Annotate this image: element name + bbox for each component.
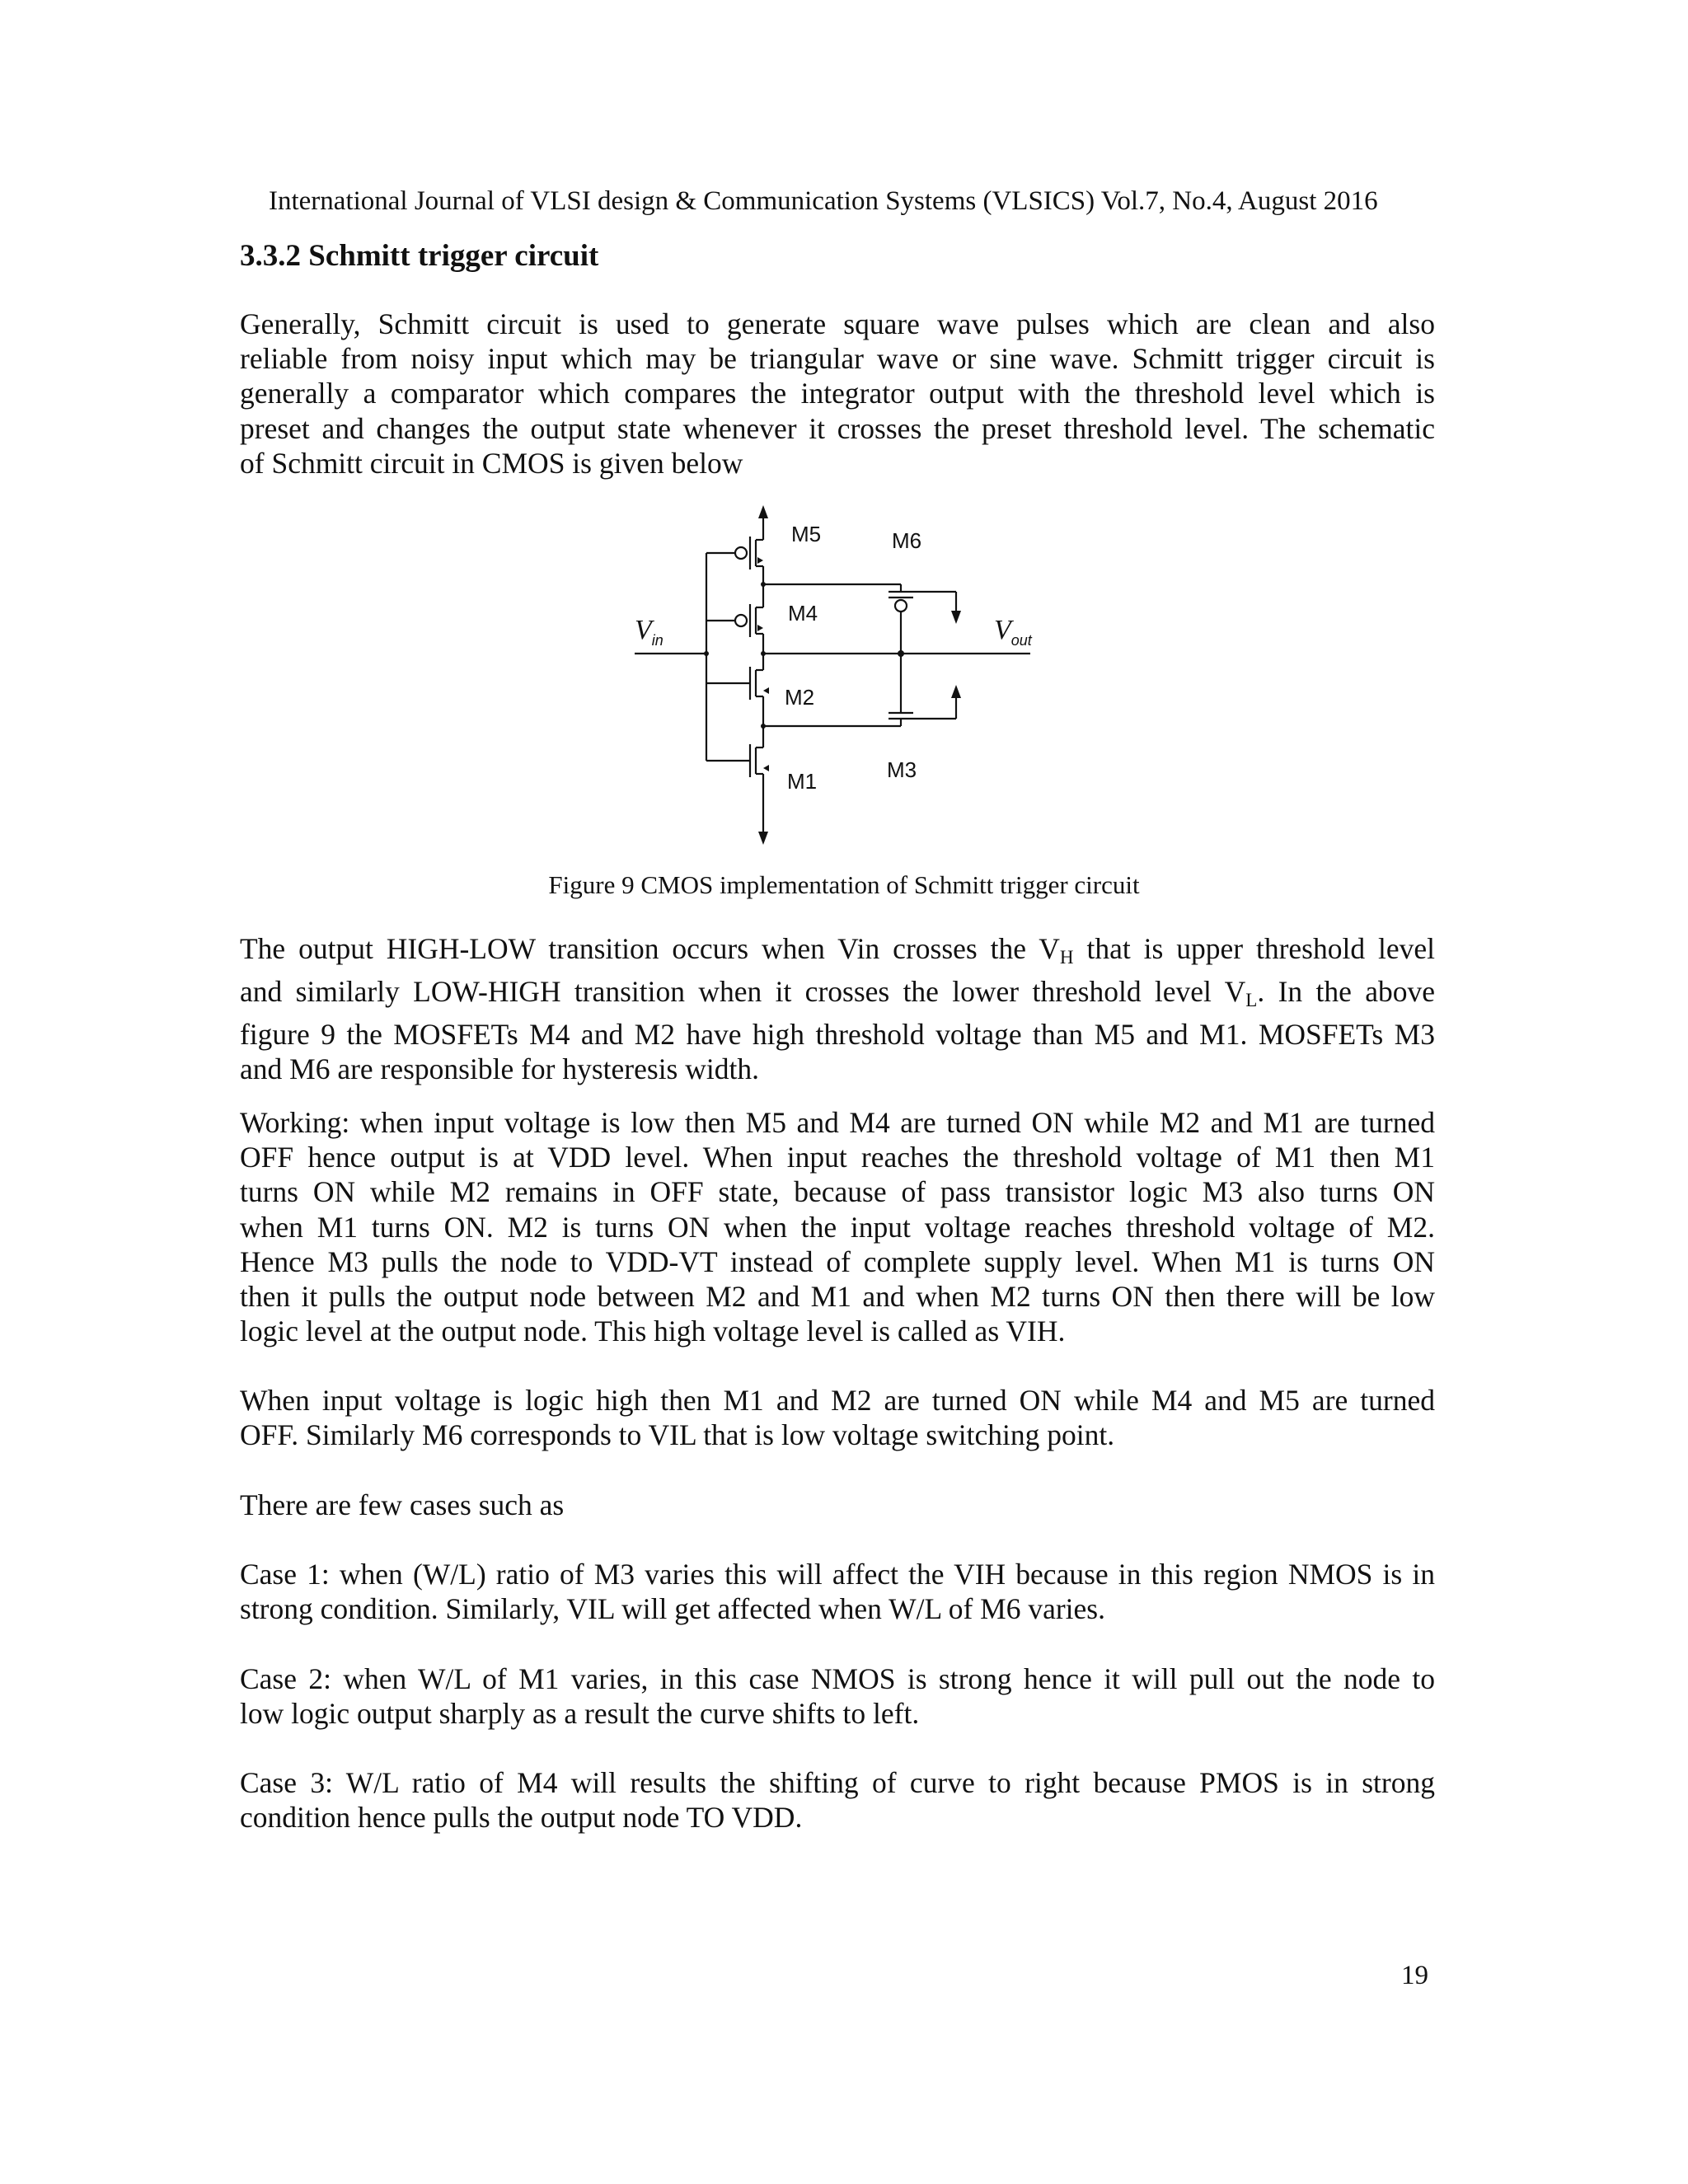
schematic-svg: [626, 482, 1055, 861]
text-line: condition hence pulls the output node TO VDD.: [240, 1801, 803, 1835]
text-line: and M6 are responsible for hysteresis width.: [240, 1052, 759, 1086]
case-1-paragraph: [240, 1557, 1435, 1626]
input-node-dot: [704, 651, 709, 656]
text-line: when M1 turns ON. M2 is turns ON when the input voltage reaches threshold voltage of M2.: [240, 1210, 1435, 1244]
running-header: International Journal of VLSI design & Communication Systems (VLSICS) Vol.7, No.4, August 2016: [269, 186, 1378, 216]
working-paragraph: [240, 1105, 1435, 1348]
text-line: reliable from noisy input which may be triangular wave or sine wave. Schmitt trigger circuit is: [240, 342, 1435, 376]
case-2-paragraph: [240, 1661, 1435, 1731]
label-vout: $V_{out}$: [994, 615, 1032, 649]
case-3-paragraph: [240, 1765, 1435, 1835]
text-line: and similarly LOW-HIGH transition when it crosses the lower threshold level $V_L$. In the above: [240, 974, 1435, 1010]
m6-gate-bubble: [895, 600, 907, 612]
text-line: generally a comparator which compares the integrator output with the threshold level which is: [240, 377, 1435, 410]
label-m2: M2: [785, 685, 815, 710]
text-line: Hence M3 pulls the node to VDD-VT instead of complete supply level. When M1 is turns ON: [240, 1244, 1435, 1278]
text-line: Case 3: W/L ratio of M4 will results the shifting of curve to right because PMOS is in strong: [240, 1766, 1435, 1799]
text-line: turns ON while M2 remains in OFF state, because of pass transistor logic M3 also turns ON: [240, 1175, 1435, 1209]
m2-arrow: [763, 687, 769, 694]
text-line: figure 9 the MOSFETs M4 and M2 have high threshold voltage than M5 and M1. MOSFETs M3: [240, 1017, 1435, 1051]
output-node-dot: [898, 650, 904, 657]
text-line: Case 1: when (W/L) ratio of M3 varies this will affect the VIH because in this region NMOS is in: [240, 1558, 1435, 1591]
section-title: 3.3.2 Schmitt trigger circuit: [240, 239, 599, 273]
text-line: Working: when input voltage is low then M5 and M4 are turned ON while M2 and M1 are turned: [240, 1106, 1435, 1139]
vdd-arrow: [758, 505, 768, 518]
cases-intro: [240, 1488, 1435, 1522]
text-line: then it pulls the output node between M2 and M1 and when M2 turns ON then there will be low: [240, 1280, 1435, 1314]
gnd-arrow: [758, 832, 768, 845]
logic-high-paragraph: [240, 1383, 1435, 1452]
m5-arrow: [757, 557, 763, 564]
label-m1: M1: [787, 769, 818, 794]
label-m6: M6: [892, 528, 922, 553]
text-line: There are few cases such as: [240, 1488, 565, 1521]
text-line: logic level at the output node. This high voltage level is called as VIH.: [240, 1315, 1066, 1348]
text-line: The output HIGH-LOW transition occurs when Vin crosses the $V_H$ that is upper threshold level: [240, 932, 1436, 968]
m4-gate-bubble: [735, 615, 747, 626]
label-m3: M3: [887, 757, 917, 782]
text-line: OFF. Similarly M6 corresponds to VIL that is low voltage switching point.: [240, 1418, 1115, 1452]
m1-arrow: [763, 765, 769, 771]
transition-paragraph: [240, 931, 1435, 1086]
page-number: 19: [1401, 1961, 1428, 1990]
m4-arrow: [757, 625, 763, 631]
label-m4: M4: [788, 601, 818, 626]
text-line: Case 2: when W/L of M1 varies, in this case NMOS is strong hence it will pull out the node to: [240, 1662, 1435, 1695]
text-line: low logic output sharply as a result the curve shifts to left.: [240, 1697, 920, 1731]
m3-arrow: [951, 685, 961, 698]
schmitt-trigger-schematic: [626, 482, 1055, 861]
m5-gate-bubble: [735, 547, 747, 559]
intro-paragraph: [240, 307, 1435, 480]
text-line: of Schmitt circuit in CMOS is given below: [240, 446, 743, 480]
text-line: preset and changes the output state whenever it crosses the preset threshold level. The schematic: [240, 411, 1435, 445]
m6-arrow: [951, 611, 961, 624]
text-line: OFF hence output is at VDD level. When input reaches the threshold voltage of M1 then M1: [240, 1141, 1435, 1174]
text-line: strong condition. Similarly, VIL will get affected when W/L of M6 varies.: [240, 1592, 1105, 1626]
text-line: When input voltage is logic high then M1 and M2 are turned ON while M4 and M5 are turned: [240, 1384, 1435, 1417]
label-m5: M5: [791, 522, 822, 546]
label-vin: $V_{in}$: [635, 615, 663, 649]
text-line: Generally, Schmitt circuit is used to generate square wave pulses which are clean and also: [240, 307, 1435, 340]
figure-caption: Figure 9 CMOS implementation of Schmitt trigger circuit: [548, 870, 1140, 899]
